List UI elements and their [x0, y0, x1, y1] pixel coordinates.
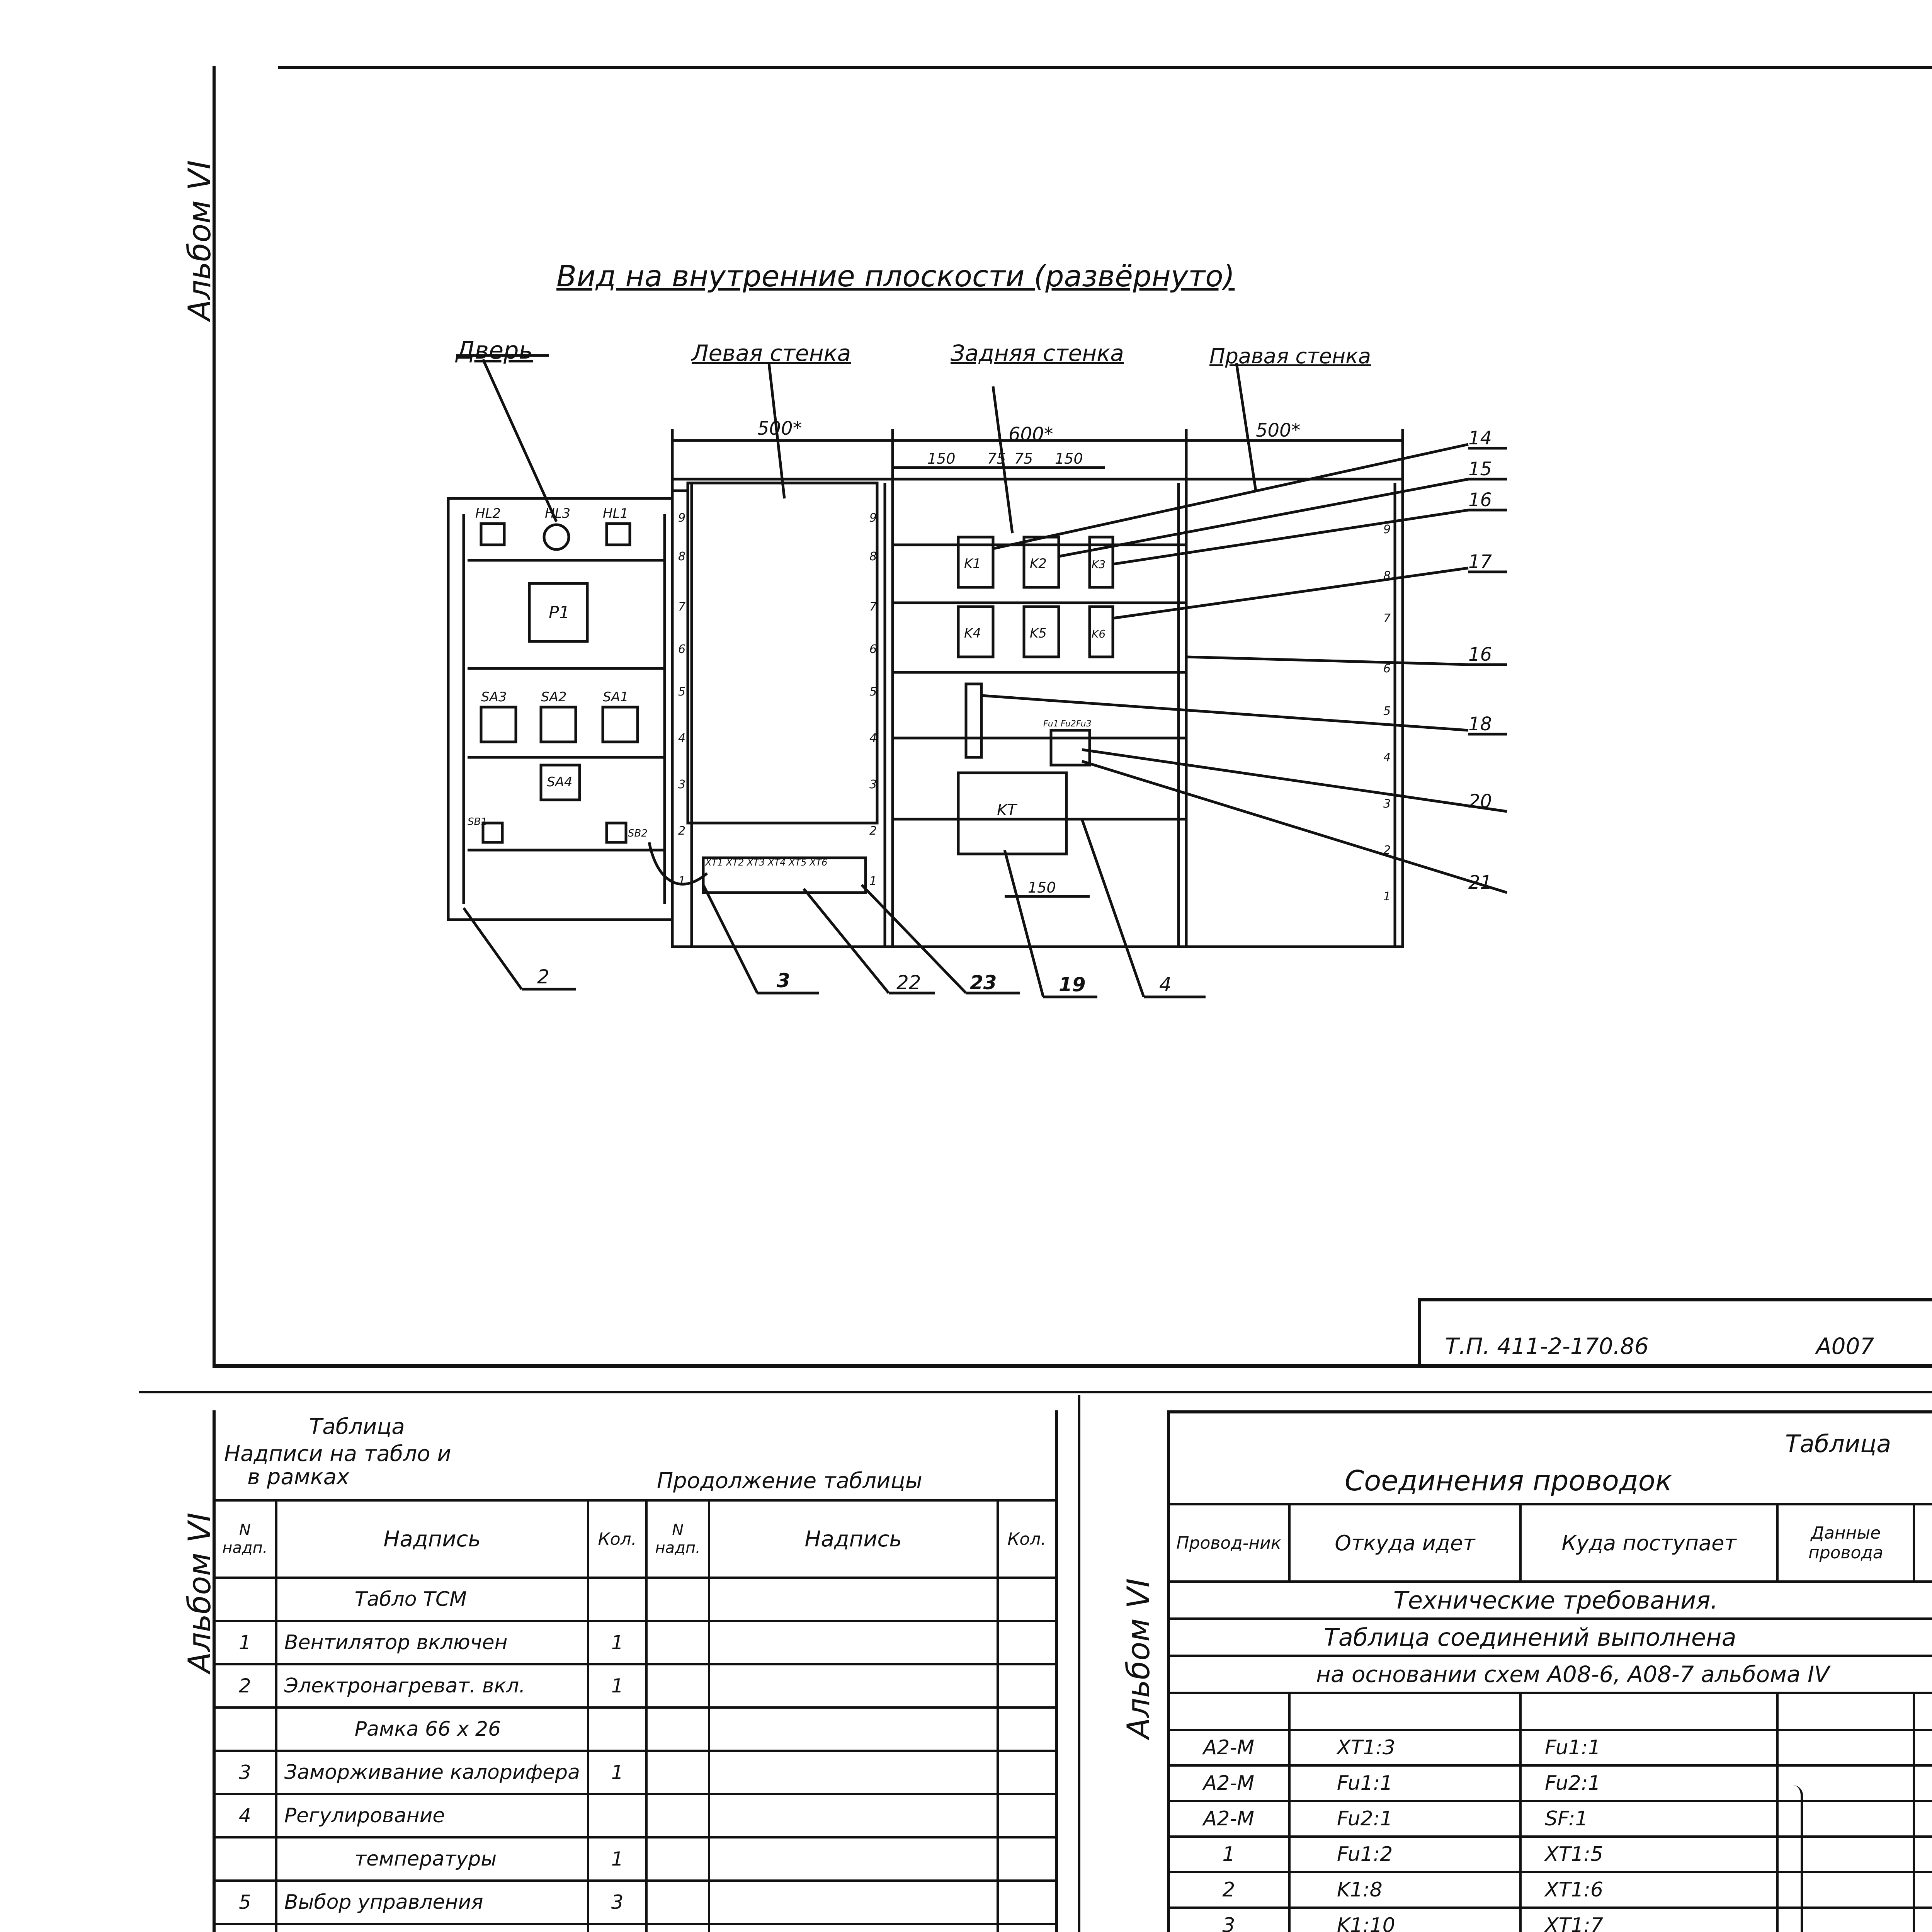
album-label-top: Альбом VI	[182, 160, 218, 321]
device-k5: K5	[1030, 626, 1047, 641]
device-sb1: SB1	[468, 816, 487, 828]
device-kt: KT	[997, 801, 1017, 819]
table-row	[1168, 1765, 1932, 1801]
terminal-strip: XT1 XT2 XT3 XT4 XT5 XT6	[705, 857, 828, 868]
scale-tick: 8	[1383, 569, 1391, 583]
cell-num: 4	[214, 1794, 276, 1837]
cell-empty	[709, 1924, 998, 1932]
device-sb2: SB2	[628, 828, 648, 839]
scale-tick: 6	[678, 643, 686, 656]
scale-tick: 8	[678, 550, 686, 563]
device-sa2: SA2	[541, 689, 567, 705]
cell-text: Выбор управления	[276, 1881, 588, 1924]
album-label-right: Альбом VI	[1121, 1578, 1156, 1739]
device-k2: K2	[1030, 556, 1047, 571]
callout-23: 23	[970, 971, 997, 994]
scale-tick: 6	[869, 643, 877, 656]
cell-empty	[646, 1664, 709, 1708]
scale-tick: 9	[678, 511, 686, 525]
dim-s1: 150	[927, 450, 956, 467]
labels-table-subtitle-1: Надписи на табло и	[224, 1441, 451, 1466]
device-fu2: Fu2	[1061, 719, 1076, 729]
cell-empty	[998, 1924, 1056, 1932]
cell-empty	[646, 1751, 709, 1794]
callout-14: 14	[1468, 427, 1492, 449]
cell-from: XT1:3	[1289, 1730, 1520, 1765]
cell-qty	[588, 1794, 646, 1837]
table-row	[214, 1578, 1056, 1621]
callout-3: 3	[777, 969, 790, 992]
labels-table-title: Таблица	[309, 1414, 405, 1439]
cell-to: XT1:7	[1520, 1908, 1777, 1932]
cell-empty	[709, 1751, 998, 1794]
table-row	[214, 1794, 1056, 1837]
cell-empty	[998, 1621, 1056, 1664]
cell-empty	[709, 1881, 998, 1924]
label-right-wall: Правая стенка	[1209, 344, 1371, 368]
device-hl3: HL3	[545, 506, 571, 521]
cell-empty	[646, 1837, 709, 1881]
dim-left: 500*	[757, 418, 802, 439]
cell-empty	[998, 1837, 1056, 1881]
cut-line-horizontal	[139, 1391, 1932, 1393]
table-row	[214, 1924, 1056, 1932]
cell-empty	[646, 1708, 709, 1751]
cell-empty	[709, 1837, 998, 1881]
callout-19: 19	[1059, 973, 1086, 996]
callout-17: 17	[1468, 551, 1492, 573]
scale-tick: 2	[1383, 844, 1391, 857]
cell-empty	[998, 1794, 1056, 1837]
cell-empty	[709, 1708, 998, 1751]
scale-tick: 5	[869, 685, 877, 699]
cell-note	[1914, 1801, 1932, 1837]
scale-tick: 7	[1383, 612, 1391, 625]
cell-from: Fu2:1	[1289, 1801, 1520, 1837]
header-num-cont: N надп.	[646, 1500, 709, 1578]
cell-to: Fu2:1	[1520, 1765, 1777, 1801]
cell-wire: А2-М	[1168, 1801, 1289, 1837]
cell-to: SF:1	[1520, 1801, 1777, 1837]
scale-tick: 5	[1383, 704, 1391, 718]
callout-20: 20	[1468, 791, 1492, 812]
scale-tick: 4	[869, 731, 877, 745]
callout-15: 15	[1468, 458, 1492, 480]
wires-table-title: Соединения проводок	[1345, 1464, 1672, 1497]
dim-right: 500*	[1256, 420, 1301, 441]
cell-note	[1914, 1765, 1932, 1801]
cell-to: Fu1:1	[1520, 1730, 1777, 1765]
cell-note	[1914, 1730, 1932, 1765]
table-row	[1168, 1801, 1932, 1837]
scale-tick: 9	[869, 511, 877, 525]
cell-qty	[588, 1578, 646, 1621]
cell-text: Регулирование	[276, 1794, 588, 1837]
cell-text: Табло ТСМ	[276, 1578, 588, 1621]
device-p1: P1	[549, 603, 570, 622]
req-line-2-row	[1168, 1656, 1932, 1693]
dim-s2: 75	[987, 450, 1006, 467]
header-to: Куда поступает	[1520, 1504, 1777, 1582]
table-row	[214, 1708, 1056, 1751]
callout-22: 22	[896, 971, 921, 994]
table-row	[1168, 1837, 1932, 1872]
cell-wire: 1	[1168, 1837, 1289, 1872]
header-text: Надпись	[276, 1500, 588, 1578]
req-line-1-row	[1168, 1619, 1932, 1656]
cell-empty	[646, 1924, 709, 1932]
cell-num: 2	[214, 1664, 276, 1708]
cell-empty	[998, 1708, 1056, 1751]
cell-from: Fu1:1	[1289, 1765, 1520, 1801]
scale-tick: 2	[869, 824, 877, 838]
scale-tick: 8	[869, 550, 877, 563]
header-wire: Провод-ник	[1168, 1504, 1289, 1582]
wire-data-bracket	[1793, 1785, 1803, 1932]
dim-back: 600*	[1009, 423, 1053, 445]
cell-num: 1	[214, 1621, 276, 1664]
album-label-left: Альбом VI	[182, 1512, 218, 1673]
cell-empty	[646, 1621, 709, 1664]
cell-text: температуры	[276, 1837, 588, 1881]
cell-to: XT1:5	[1520, 1837, 1777, 1872]
tech-req-row	[1168, 1582, 1932, 1619]
scale-tick: 1	[678, 874, 686, 888]
cell-note	[1914, 1837, 1932, 1872]
cell-wire: А2-М	[1168, 1765, 1289, 1801]
device-k1: K1	[964, 556, 981, 571]
stamp-top-code: Т.П. 411-2-170.86	[1445, 1333, 1649, 1359]
scale-tick: 1	[869, 874, 877, 888]
cell-empty	[709, 1664, 998, 1708]
callout-2: 2	[537, 966, 549, 988]
cell-qty: 1	[588, 1664, 646, 1708]
cell-text: Заморживание калорифера	[276, 1751, 588, 1794]
scale-tick: 3	[1383, 797, 1391, 811]
req-line-1: Таблица соединений выполнена	[1168, 1619, 1932, 1656]
header-data: Данные провода	[1777, 1504, 1914, 1582]
cell-from: K1:10	[1289, 1908, 1520, 1932]
cell-empty	[709, 1621, 998, 1664]
view-title: Вид на внутренние плоскости (развёрнуто)	[556, 259, 1235, 293]
req-line-2: на основании схем А08-6, А08-7 альбома IV	[1168, 1656, 1932, 1693]
scale-tick: 2	[678, 824, 686, 838]
dim-s4: 150	[1055, 450, 1083, 467]
cell-note	[1914, 1872, 1932, 1908]
scale-tick: 3	[869, 778, 877, 791]
cell-qty: 3	[588, 1881, 646, 1924]
header-qty-cont: Кол.	[998, 1500, 1056, 1578]
cell-num: 5	[214, 1881, 276, 1924]
label-door: Дверь	[456, 336, 533, 364]
header-text-cont: Надпись	[709, 1500, 998, 1578]
scale-tick: 7	[678, 600, 686, 614]
left-wall	[672, 479, 893, 947]
cell-num: 3	[214, 1751, 276, 1794]
device-k6: K6	[1092, 628, 1106, 640]
table-row	[214, 1751, 1056, 1794]
scale-tick: 7	[869, 600, 877, 614]
scale-tick: 5	[678, 685, 686, 699]
back-wall	[893, 479, 1186, 947]
cell-num	[214, 1837, 276, 1881]
cell-num	[214, 1578, 276, 1621]
cell-qty: 1	[588, 1751, 646, 1794]
table-row	[1168, 1872, 1932, 1908]
device-sa4: SA4	[547, 774, 573, 790]
cell-qty	[588, 1708, 646, 1751]
cell-text: Электронагреват. вкл.	[276, 1664, 588, 1708]
cell-data	[1777, 1730, 1914, 1765]
label-back-wall: Задняя стенка	[951, 340, 1124, 366]
device-hl1: HL1	[603, 506, 629, 521]
callout-4: 4	[1159, 973, 1172, 996]
cell-num	[214, 1924, 276, 1932]
scale-tick: 4	[678, 731, 686, 745]
device-fu3: Fu3	[1076, 719, 1092, 729]
device-k4: K4	[964, 626, 981, 641]
dim-kt: 150	[1028, 879, 1056, 896]
cell-qty: 1	[588, 1837, 646, 1881]
callout-18: 18	[1468, 713, 1492, 735]
device-sa1: SA1	[603, 689, 629, 705]
table-row	[214, 1881, 1056, 1924]
cell-empty	[709, 1794, 998, 1837]
cell-qty: 1	[588, 1621, 646, 1664]
frame-top	[1167, 1410, 1932, 1413]
scale-tick: 4	[1383, 751, 1391, 764]
wires-table	[1167, 1503, 1932, 1932]
cell-from: K1:8	[1289, 1872, 1520, 1908]
labels-table	[213, 1499, 1057, 1932]
table-row	[214, 1664, 1056, 1708]
callout-16b: 16	[1468, 644, 1492, 665]
cell-empty	[998, 1664, 1056, 1708]
table-row	[1168, 1908, 1932, 1932]
labels-table-subtitle-2: в рамках	[247, 1464, 350, 1490]
device-fu1: Fu1	[1043, 719, 1059, 729]
cut-line-vertical	[1078, 1395, 1080, 1932]
cell-num	[214, 1708, 276, 1751]
header-qty: Кол.	[588, 1500, 646, 1578]
cell-from: Fu1:2	[1289, 1837, 1520, 1872]
cell-text	[276, 1924, 588, 1932]
cell-note	[1914, 1908, 1932, 1932]
scale-tick: 9	[1383, 523, 1391, 536]
cell-wire: 2	[1168, 1872, 1289, 1908]
wires-header-row	[1168, 1504, 1932, 1582]
device-hl2: HL2	[475, 506, 501, 521]
cell-empty	[998, 1751, 1056, 1794]
wires-table-word: Таблица	[1785, 1430, 1891, 1458]
header-note	[1914, 1504, 1932, 1582]
scale-tick: 1	[1383, 890, 1391, 903]
cell-empty	[646, 1578, 709, 1621]
cell-text: Вентилятор включен	[276, 1621, 588, 1664]
cell-wire: 3	[1168, 1908, 1289, 1932]
table-row	[1168, 1730, 1932, 1765]
label-left-wall: Левая стенка	[692, 340, 851, 366]
device-k3: K3	[1092, 558, 1106, 571]
cell-wire: А2-М	[1168, 1730, 1289, 1765]
cell-empty	[646, 1881, 709, 1924]
labels-table-continued: Продолжение таблицы	[657, 1468, 922, 1493]
cell-empty	[646, 1794, 709, 1837]
cell-empty	[998, 1578, 1056, 1621]
scale-tick: 3	[678, 778, 686, 791]
header-from: Откуда идет	[1289, 1504, 1520, 1582]
scale-tick: 6	[1383, 662, 1391, 675]
labels-header-row	[214, 1500, 1056, 1578]
header-num: N надп.	[214, 1500, 276, 1578]
tech-req: Технические требования.	[1168, 1582, 1932, 1619]
cell-to: XT1:6	[1520, 1872, 1777, 1908]
cell-empty	[709, 1578, 998, 1621]
table-row	[214, 1837, 1056, 1881]
dim-s3: 75	[1014, 450, 1033, 467]
device-sa3: SA3	[481, 689, 507, 705]
callout-16a: 16	[1468, 489, 1492, 511]
stamp-top-doc: А007	[1816, 1333, 1874, 1359]
table-row	[214, 1621, 1056, 1664]
callout-21: 21	[1468, 872, 1492, 893]
cell-empty	[998, 1881, 1056, 1924]
cell-qty	[588, 1924, 646, 1932]
cell-text: Рамка 66 x 26	[276, 1708, 588, 1751]
